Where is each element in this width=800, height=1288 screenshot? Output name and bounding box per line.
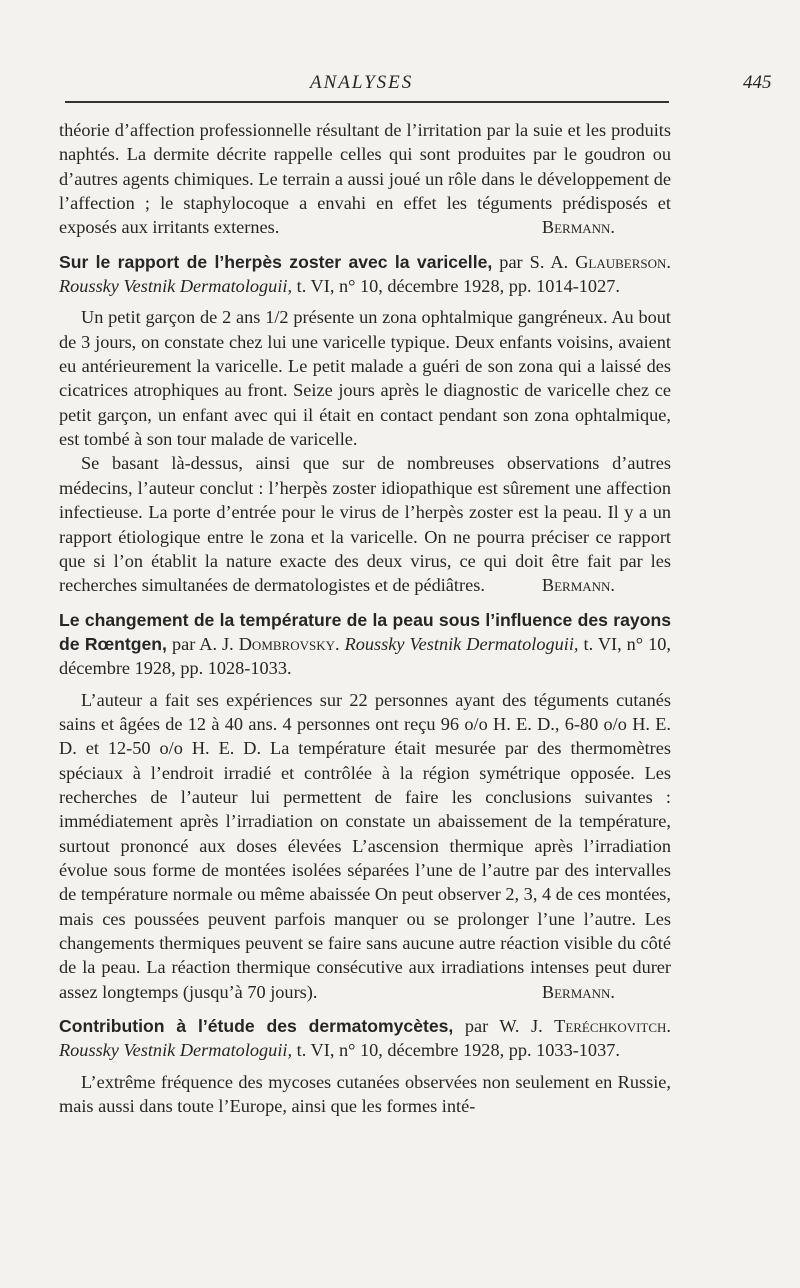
- article-heading-2: [59, 608, 671, 681]
- intro-signature: Bermann.: [541, 217, 615, 238]
- article-citation: t. VI, n° 10, décembre 1928, pp. 1028-1033.: [59, 633, 671, 679]
- article-signature: Bermann.: [541, 575, 615, 596]
- article-by: par A. J.: [171, 633, 234, 654]
- header-rule: [65, 101, 669, 103]
- article-author: Dombrovsky.: [238, 633, 340, 654]
- article-heading-1: [59, 250, 671, 299]
- article-title: Sur le rapport de l’herpès zoster avec la varicelle,: [59, 251, 493, 272]
- article-by: par S. A.: [499, 251, 569, 272]
- article-paragraph: Un petit garçon de 2 ans 1/2 présente un zona ophtalmique gangréneux. Au bout de 3 jours, on constate chez lui une varicelle typique. Deux enfants voisins, avaient eu antérieurement la varicelle. Le petit malade a guéri de son zona qui a laissé des cicatrices atrophiques au front. Seize jours après le diagnostic de varicelle chez ce petit garçon, un enfant avec qui il était en contact pendant son zona ophtalmique, est tombé à son tour malade de varicelle.: [59, 307, 671, 450]
- article-journal: Roussky Vestnik Dermatologuii,: [59, 1040, 293, 1061]
- article-paragraph-text: L’auteur a fait ses expériences sur 22 personnes ayant des téguments cutanés sains et âgées de 12 à 40 ans. 4 personnes ont reçu 96 o/o H. E. D., 6-80 o/o H. E. D. et 12-50 o/o H. E. D. La température était mesurée par des thermomètres spéciaux à l’endroit irradié et contrôlée à la région symétrique opposée. Les recherches de l’auteur lui permettent de faire les conclusions suivantes : immédiatement après l’irradiation on constate un abaissement de la température, surtout prononcé aux doses élevées L’ascension thermique après l’irradiation évolue sous forme de montées isolées séparées l’une de l’autre par des intervalles de température normale ou même abaissée On peut observer 2, 3, 4 de ces montées, mais ces poussées peuvent parfois manquer ou se prolonger l’une l’autre. Les changements thermiques peuvent se faire sans aucune autre réaction visible du côté de la peau. La réaction thermique consécutive aux irradiations intenses peut durer assez longtemps (jusqu’à 70 jours).: [59, 689, 671, 1002]
- article-journal: Roussky Vestnik Dermatologuii,: [344, 633, 579, 654]
- intro-paragraph: [59, 118, 671, 240]
- article-journal: Roussky Vestnik Dermatologuii,: [59, 276, 293, 297]
- page-body: [59, 118, 671, 1118]
- running-head: ANALYSES: [310, 72, 414, 93]
- page-header: [0, 72, 800, 96]
- article-title: Le changement de la température de la peau sous l’influence des rayons de Rœntgen,: [59, 609, 671, 654]
- page-number: 445: [743, 72, 772, 93]
- intro-text: théorie d’affection professionnelle résultant de l’irritation par la suie et les produits naphtés. La dermite décrite rappelle celles qui sont produites par le goudron ou d’autres agents chimiques. Le terrain a aussi joué un rôle dans le développement de l’affection ; le staphylocoque a envahi en effet les téguments prédisposés et exposés aux irritants externes.: [59, 120, 671, 238]
- article-author: Teréchkovitch.: [554, 1016, 671, 1037]
- article-paragraph: [59, 688, 671, 1004]
- article-by: par W. J.: [464, 1016, 543, 1037]
- article-title: Contribution à l’étude des dermatomycètes,: [59, 1016, 454, 1037]
- article-author: Glauberson.: [575, 251, 671, 272]
- article-heading-3: [59, 1014, 671, 1063]
- article-citation: t. VI, n° 10, décembre 1928, pp. 1033-1037.: [296, 1040, 620, 1061]
- article-citation: t. VI, n° 10, décembre 1928, pp. 1014-1027.: [296, 276, 620, 297]
- article-paragraph-text: Se basant là-dessus, ainsi que sur de nombreuses observations d’autres médecins, l’auteur conclut : l’herpès zoster idiopathique est sûrement une affection infectieuse. La porte d’entrée pour le virus de l’herpès zoster est la peau. Il y a un rapport étiologique entre le zona et la varicelle. On ne pourra préciser ce rapport que si l’on établit la nature exacte des deux virus, ce qui doit être fait par les recherches simultanées de dermatologistes et de pédiâtres.: [59, 453, 671, 596]
- article-paragraph: L’extrême fréquence des mycoses cutanées observées non seulement en Russie, mais aussi dans toute l’Europe, ainsi que les formes inté-: [59, 1071, 671, 1117]
- article-paragraph: [59, 451, 671, 597]
- article-signature: Bermann.: [541, 981, 615, 1002]
